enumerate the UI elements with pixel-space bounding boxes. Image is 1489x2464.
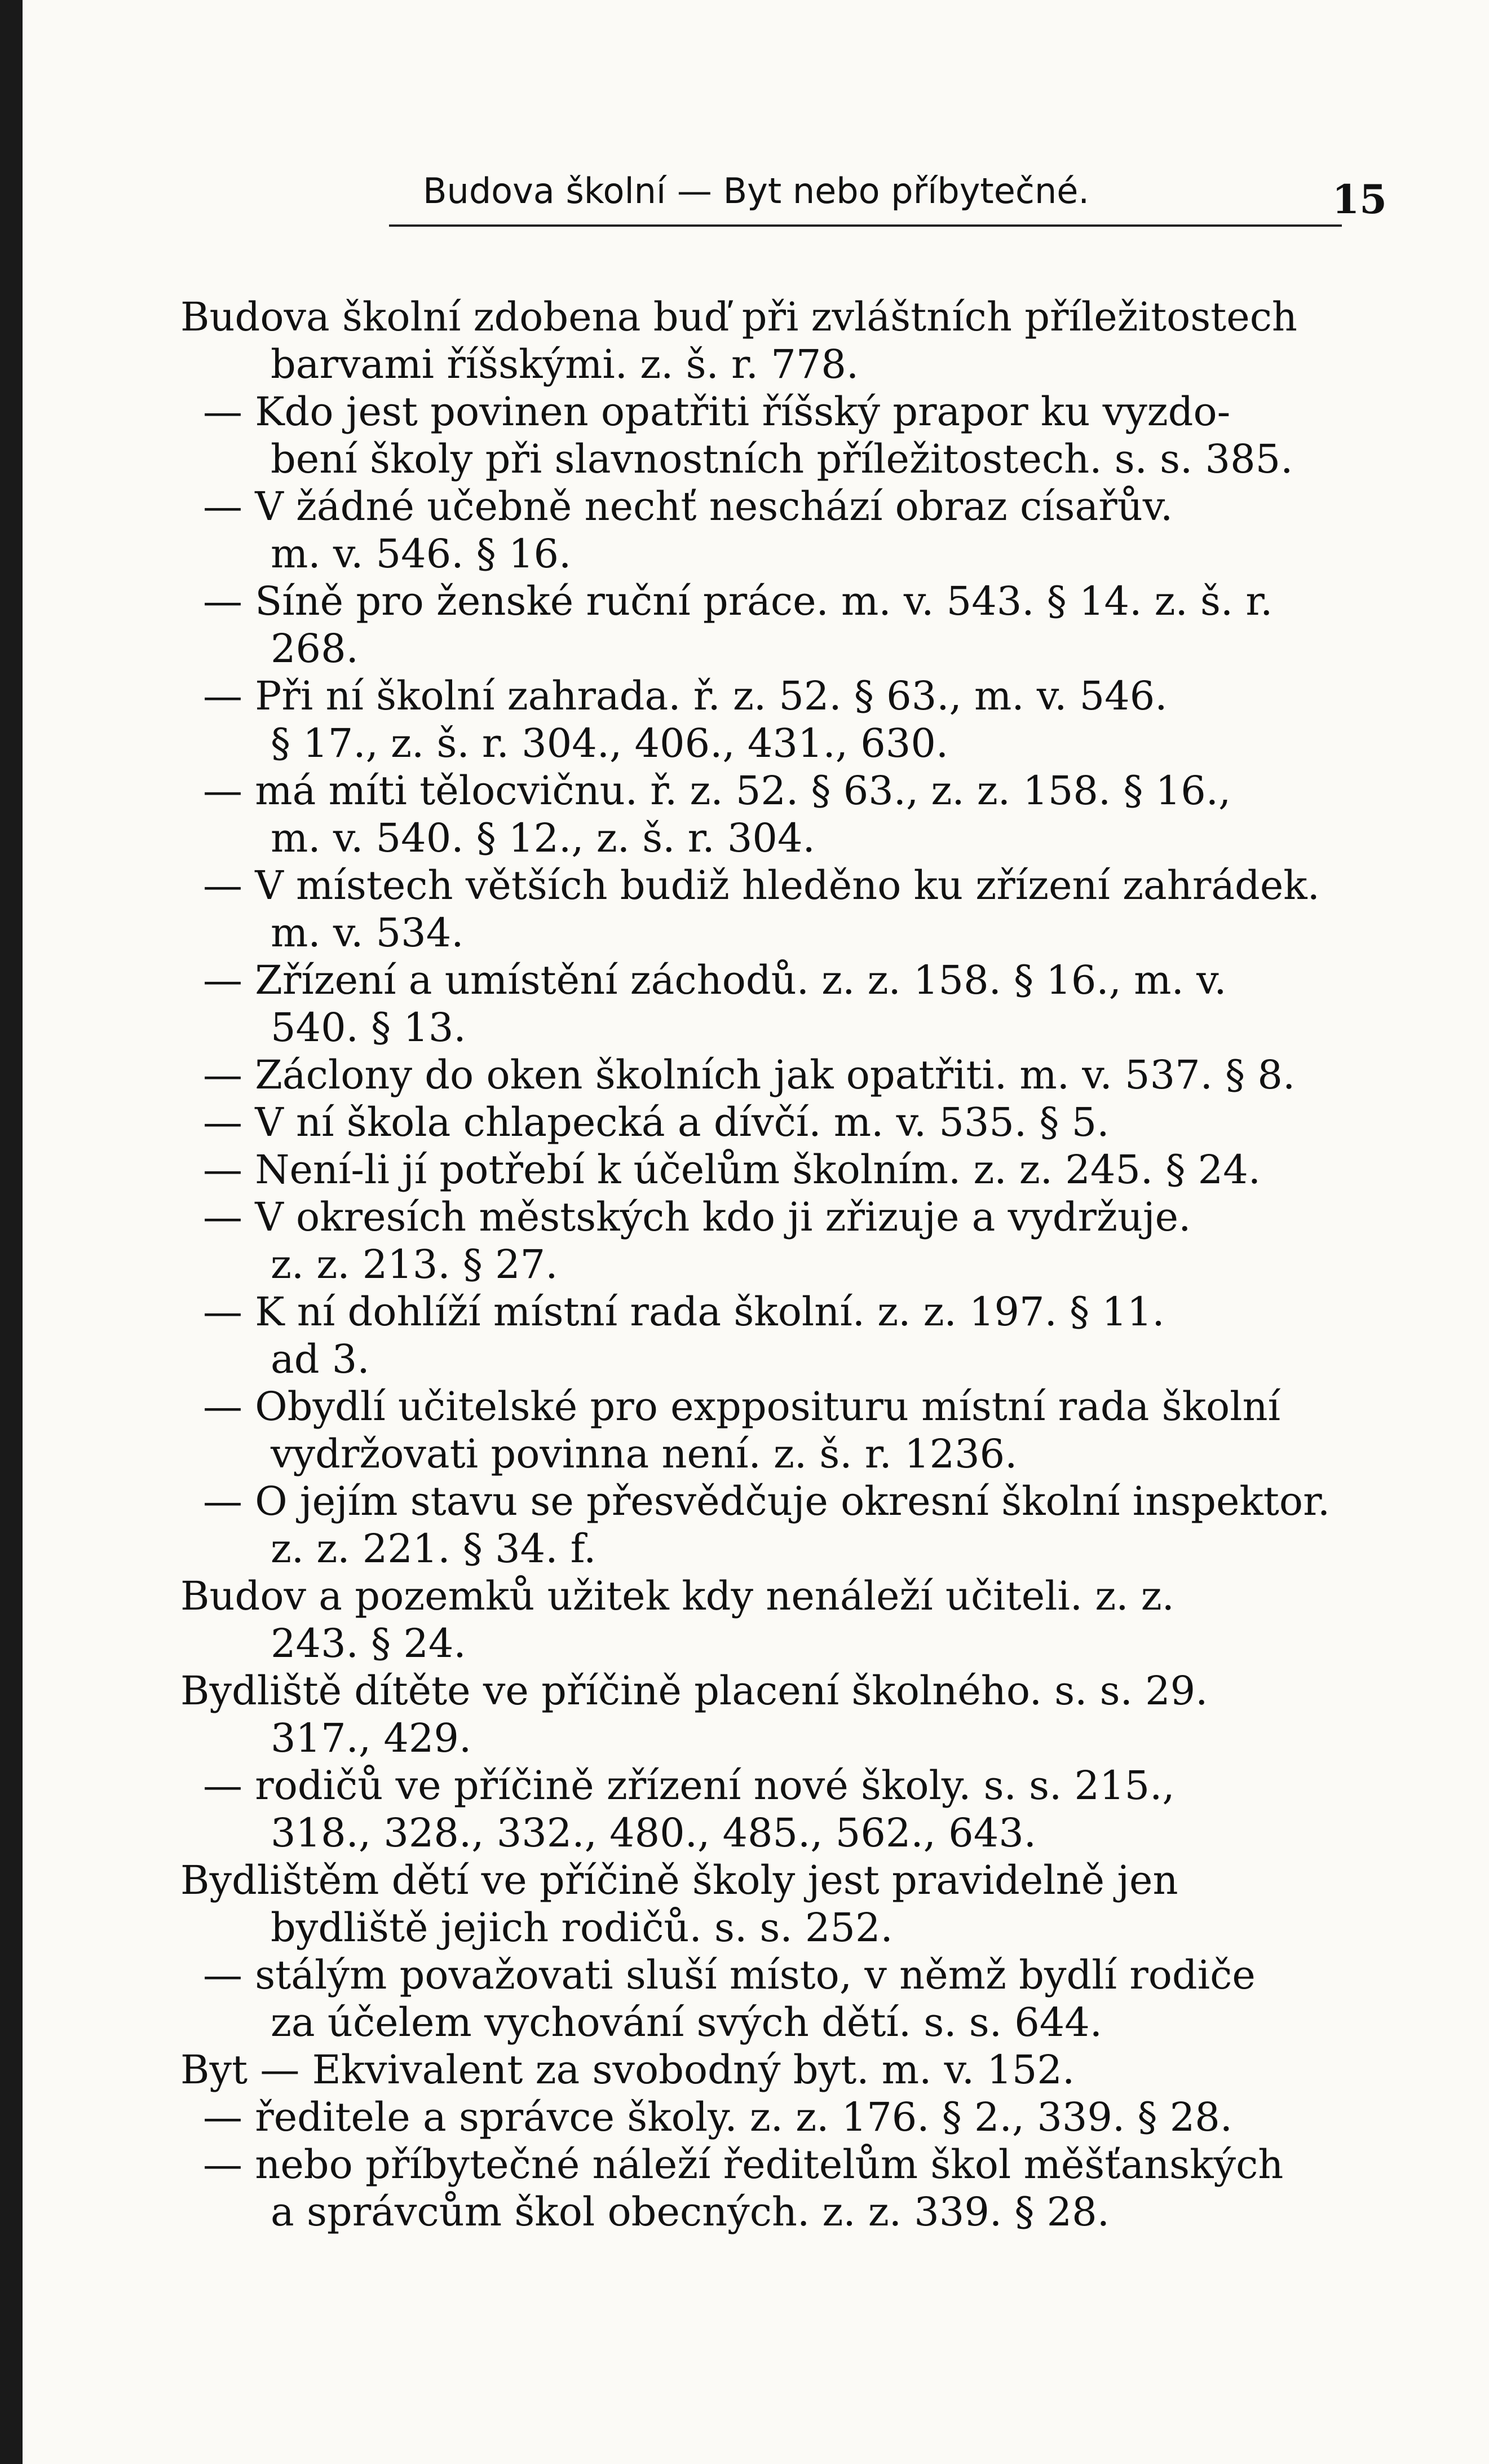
index-entry (180, 1572, 1370, 1667)
index-subentry (180, 578, 1370, 672)
entry-line: — V okresích městských kdo ji zřizuje a vydržuje. (203, 1194, 1191, 1240)
entry-line: — má míti tělocvičnu. ř. z. 52. § 63., z. z. 158. § 16., (203, 768, 1231, 814)
entry-line: vydržovati povinna není. z. š. r. 1236. (271, 1431, 1018, 1477)
entry-line: bení školy při slavnostních příležitostech. s. s. 385. (271, 436, 1293, 482)
entry-line: — ředitele a správce školy. z. z. 176. § 2., 339. § 28. (203, 2094, 1233, 2140)
entry-line: 318., 328., 332., 480., 485., 562., 643. (271, 1810, 1037, 1856)
index-entry (180, 1667, 1370, 1762)
page-number: 15 (1332, 176, 1387, 223)
entry-line: z. z. 221. § 34. f. (271, 1526, 597, 1572)
entry-line: m. v. 540. § 12., z. š. r. 304. (271, 815, 815, 861)
entry-line: — V ní škola chlapecká a dívčí. m. v. 535. § 5. (203, 1099, 1110, 1145)
index-subentry (180, 1288, 1370, 1383)
index-subentry (180, 388, 1370, 483)
entry-line: — Obydlí učitelské pro expposituru místní rada školní (203, 1383, 1280, 1430)
entry-line: z. z. 213. § 27. (271, 1241, 558, 1288)
entry-line: — Není-li jí potřebí k účelům školním. z. z. 245. § 24. (203, 1147, 1261, 1193)
entry-line: 243. § 24. (271, 1620, 466, 1667)
index-subentry (180, 1383, 1370, 1478)
index-subentry (180, 1051, 1370, 1099)
entry-line: — O jejím stavu se přesvědčuje okresní školní inspektor. (203, 1478, 1331, 1524)
entry-line: za účelem vychování svých dětí. s. s. 644. (271, 1999, 1103, 2046)
entry-line: m. v. 546. § 16. (271, 531, 572, 577)
header-rule (389, 224, 1342, 227)
index-subentry (180, 1478, 1370, 1572)
index-subentry (180, 956, 1370, 1051)
index-subentry (180, 1762, 1370, 1857)
entry-line: — rodičů ve příčině zřízení nové školy. s. s. 215., (203, 1762, 1175, 1809)
entry-line: — Zřízení a umístění záchodů. z. z. 158. § 16., m. v. (203, 957, 1227, 1003)
entry-line: 317., 429. (271, 1715, 472, 1761)
index-subentry (180, 1951, 1370, 2046)
entry-line: m. v. 534. (271, 910, 464, 956)
entry-line: 268. (271, 625, 359, 672)
index-subentry (180, 767, 1370, 862)
entry-line: — K ní dohlíží místní rada školní. z. z. 197. § 11. (203, 1289, 1165, 1335)
entry-line: — Síně pro ženské ruční práce. m. v. 543. § 14. z. š. r. (203, 578, 1273, 624)
entry-line: — stálým považovati sluší místo, v němž bydlí rodiče (203, 1952, 1256, 1998)
entry-line: Bydliště dítěte ve příčině placení školného. s. s. 29. (180, 1668, 1208, 1714)
index-subentry (180, 483, 1370, 578)
entry-line: Budov a pozemků užitek kdy nenáleží učiteli. z. z. (180, 1573, 1174, 1619)
entry-line: — V místech větších budiž hleděno ku zřízení zahrádek. (203, 862, 1320, 909)
entry-line: 540. § 13. (271, 1004, 466, 1051)
entry-line: a správcům škol obecných. z. z. 339. § 28. (271, 2189, 1110, 2235)
index-subentry (180, 672, 1370, 767)
entry-line: — Při ní školní zahrada. ř. z. 52. § 63., m. v. 546. (203, 673, 1168, 719)
index-subentry (180, 1193, 1370, 1288)
entry-line: — V žádné učebně nechť neschází obraz císařův. (203, 483, 1173, 530)
index-entry (180, 1857, 1370, 1951)
entry-line: Budova školní zdobena buď při zvláštních příležitostech (180, 294, 1297, 340)
running-header (389, 164, 1387, 226)
entry-line: § 17., z. š. r. 304., 406., 431., 630. (271, 720, 949, 766)
index-entry (180, 2046, 1370, 2093)
entry-line: barvami říšskými. z. š. r. 778. (271, 341, 859, 387)
index-subentry (180, 2141, 1370, 2236)
entry-line: Byt — Ekvivalent za svobodný byt. m. v. 152. (180, 2047, 1075, 2093)
index-subentry (180, 862, 1370, 956)
entry-line: — Záclony do oken školních jak opatřiti. m. v. 537. § 8. (203, 1052, 1296, 1098)
index-body (180, 293, 1370, 2236)
book-page (23, 0, 1489, 2464)
entry-line: Bydlištěm dětí ve příčině školy jest pravidelně jen (180, 1857, 1178, 1903)
index-entry (180, 293, 1370, 388)
entry-line: bydliště jejich rodičů. s. s. 252. (271, 1905, 893, 1951)
index-subentry (180, 2093, 1370, 2141)
entry-line: — nebo příbytečné náleží ředitelům škol měšťanských (203, 2141, 1284, 2188)
index-subentry (180, 1099, 1370, 1146)
index-subentry (180, 1146, 1370, 1193)
entry-line: ad 3. (271, 1336, 370, 1382)
header-title: Budova školní — Byt nebo příbytečné. (423, 170, 1090, 211)
entry-line: — Kdo jest povinen opatřiti říšský prapor ku vyzdo- (203, 389, 1231, 435)
